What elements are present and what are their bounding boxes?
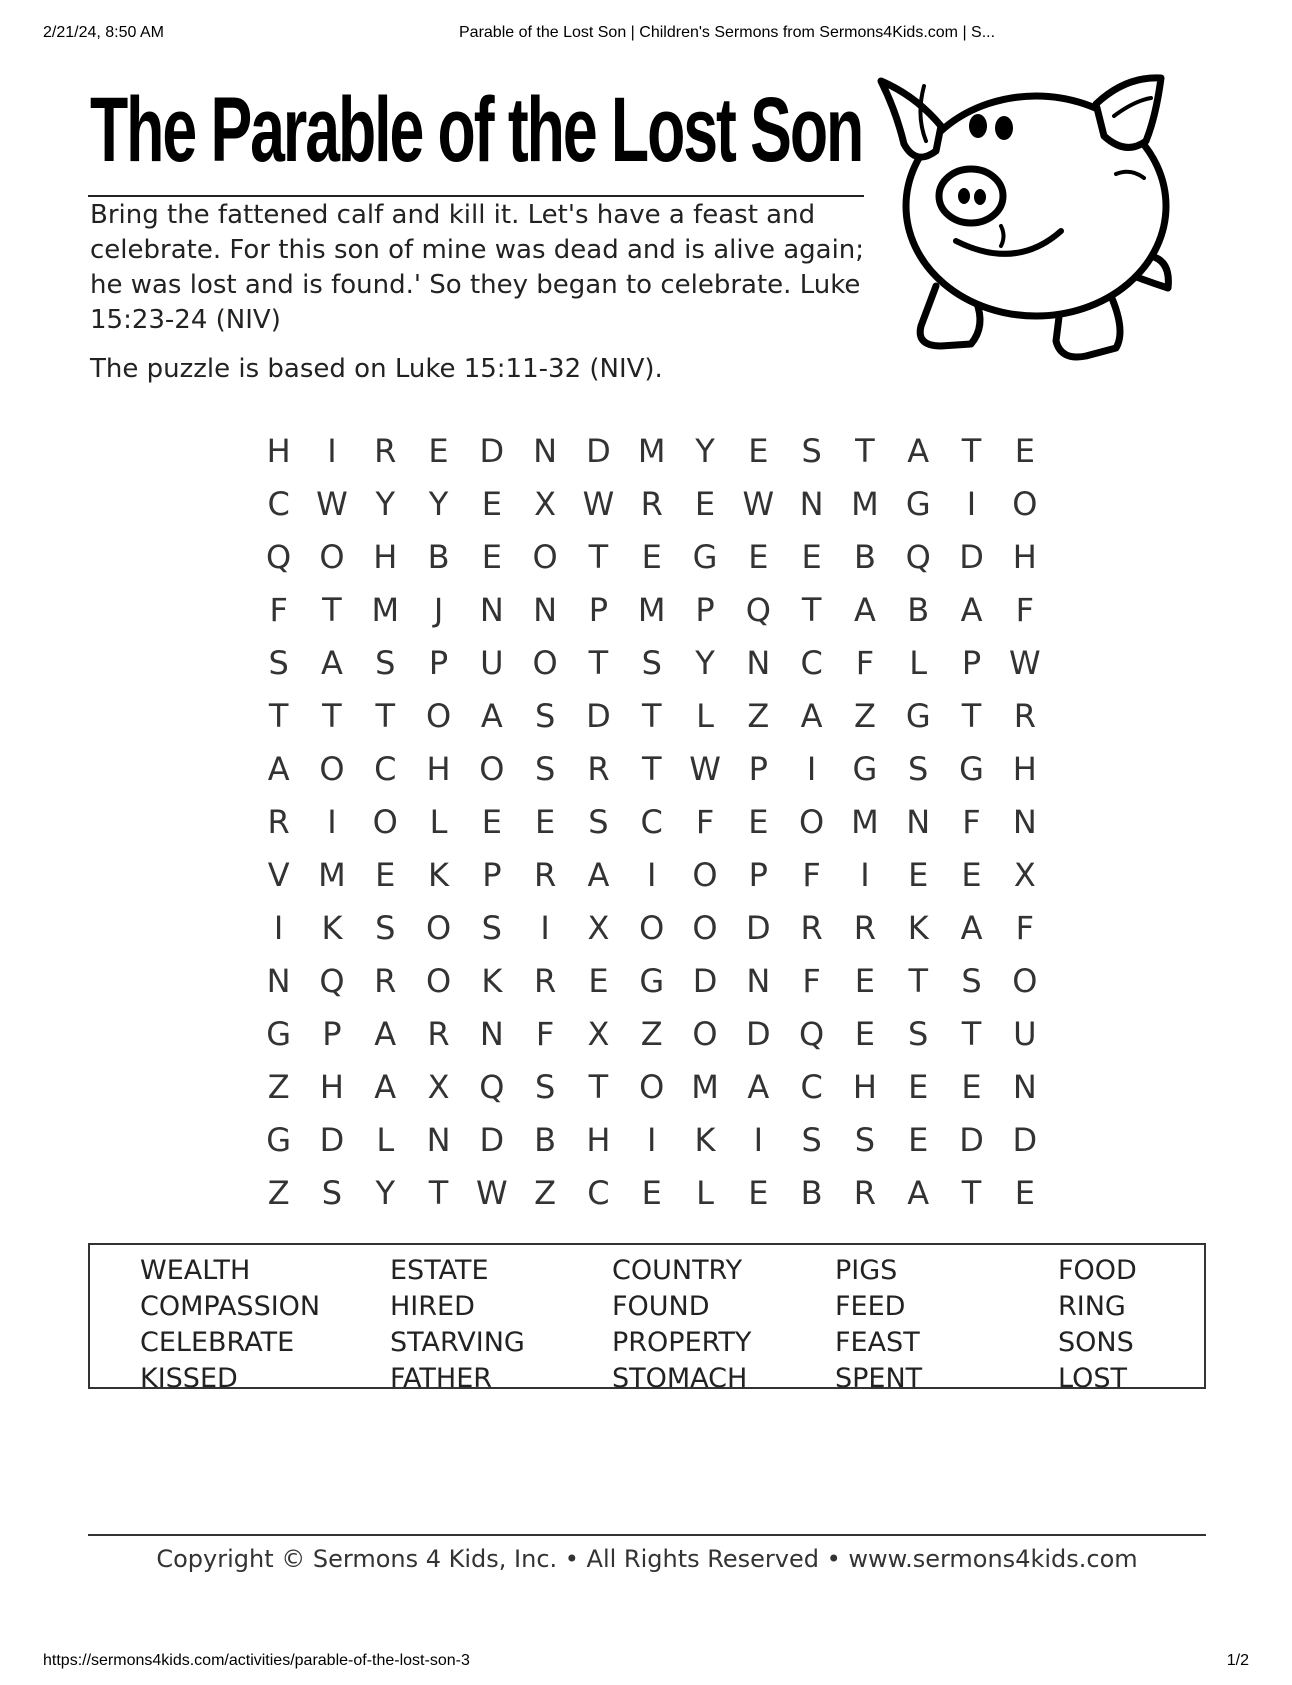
grid-letter: G [692, 538, 718, 576]
grid-letter: F [855, 644, 875, 682]
grid-letter: D [479, 1121, 505, 1159]
grid-letter: T [428, 1174, 449, 1212]
grid-row [252, 1008, 1051, 1061]
grid-letter: A [800, 697, 823, 735]
grid-letter: R [427, 1015, 450, 1053]
grid-letter: X [587, 1015, 610, 1053]
grid-letter: E [748, 1174, 769, 1212]
grid-letter: A [480, 697, 503, 735]
print-page-title: Parable of the Lost Son | Children's Sermons from Sermons4Kids.com | S... [459, 24, 996, 41]
grid-letter: R [640, 485, 663, 523]
grid-letter: D [746, 909, 771, 947]
grid-letter: Z [853, 697, 876, 735]
grid-letter: Y [695, 432, 715, 470]
grid-letter: H [319, 1068, 344, 1106]
grid-letter: Q [745, 591, 771, 629]
grid-letter: E [908, 1068, 929, 1106]
grid-letter: G [905, 697, 931, 735]
grid-letter: E [428, 432, 449, 470]
grid-letter: I [753, 1121, 764, 1159]
grid-row [252, 478, 1051, 531]
grid-letter: C [800, 1068, 823, 1106]
grid-letter: Q [905, 538, 931, 576]
grid-letter: B [534, 1121, 557, 1159]
grid-letter: E [641, 538, 662, 576]
grid-letter: K [321, 909, 343, 947]
grid-letter: H [373, 538, 398, 576]
grid-letter: M [318, 856, 346, 894]
puzzle-note: The puzzle is based on Luke 15:11-32 (NIV). [90, 354, 663, 384]
grid-letter: F [535, 1015, 555, 1053]
grid-letter: H [852, 1068, 877, 1106]
grid-letter: G [266, 1121, 292, 1159]
grid-letter: I [327, 803, 337, 841]
grid-letter: S [854, 1121, 876, 1159]
grid-letter: W [316, 485, 348, 523]
grid-row [252, 1061, 1051, 1114]
grid-letter: C [374, 750, 397, 788]
grid-letter: R [800, 909, 823, 947]
grid-letter: D [1012, 1121, 1038, 1159]
grid-letter: G [639, 962, 665, 1000]
grid-letter: E [908, 856, 929, 894]
grid-letter: M [637, 591, 666, 629]
grid-letter: A [374, 1015, 397, 1053]
grid-letter: I [806, 750, 817, 788]
grid-letter: U [480, 644, 504, 682]
word-bank-word: WEALTH [140, 1255, 251, 1286]
grid-letter: I [966, 485, 977, 523]
grid-letter: O [692, 856, 718, 894]
grid-letter: I [540, 909, 550, 947]
grid-letter: O [1012, 962, 1038, 1000]
grid-letter: T [855, 432, 875, 470]
grid-letter: T [588, 644, 609, 682]
print-header [43, 24, 1249, 46]
grid-letter: E [1014, 1174, 1035, 1212]
grid-letter: H [1012, 750, 1037, 788]
word-bank-column [390, 1253, 525, 1397]
grid-letter: O [639, 1068, 665, 1106]
grid-letter: A [321, 644, 343, 682]
grid-letter: S [375, 909, 396, 947]
grid-letter: T [961, 1174, 982, 1212]
grid-letter: K [428, 856, 450, 894]
grid-letter: Z [534, 1174, 557, 1212]
grid-letter: I [647, 1121, 657, 1159]
word-bank-word: PIGS [835, 1255, 898, 1286]
word-bank-word: HIRED [390, 1291, 475, 1322]
grid-letter: S [908, 1015, 929, 1053]
word-bank-word: STARVING [390, 1327, 525, 1358]
grid-letter: S [321, 1174, 343, 1212]
word-bank-word: STOMACH [612, 1363, 748, 1394]
pig-icon [876, 56, 1196, 376]
grid-letter: L [696, 697, 714, 735]
grid-letter: X [534, 485, 557, 523]
grid-letter: S [588, 803, 609, 841]
grid-letter: D [959, 538, 984, 576]
grid-letter: Y [375, 485, 396, 523]
grid-letter: G [852, 750, 878, 788]
word-bank-word: FOOD [1058, 1255, 1137, 1286]
word-bank-word: COUNTRY [612, 1255, 743, 1286]
grid-letter: L [909, 644, 928, 682]
grid-letter: N [746, 644, 771, 682]
word-bank-word: SONS [1058, 1327, 1134, 1358]
grid-letter: H [1012, 538, 1037, 576]
grid-letter: O [319, 750, 345, 788]
print-date: 2/21/24, 8:50 AM [43, 24, 164, 41]
grid-letter: R [267, 803, 290, 841]
grid-letter: E [375, 856, 396, 894]
grid-letter: M [691, 1068, 719, 1106]
print-footer [43, 1652, 1249, 1674]
grid-letter: V [267, 856, 290, 894]
grid-letter: B [853, 538, 876, 576]
grid-letter: M [851, 485, 879, 523]
word-bank-column [140, 1253, 320, 1397]
print-url: https://sermons4kids.com/activities/parable-of-the-lost-son-3 [43, 1652, 470, 1669]
grid-letter: D [692, 962, 718, 1000]
grid-letter: E [481, 485, 502, 523]
grid-letter: L [429, 803, 448, 841]
grid-letter: O [799, 803, 825, 841]
grid-letter: C [640, 803, 663, 841]
grid-letter: E [908, 1121, 929, 1159]
grid-letter: T [961, 1015, 982, 1053]
grid-letter: T [801, 591, 822, 629]
grid-letter: E [801, 538, 822, 576]
grid-letter: A [907, 1174, 930, 1212]
grid-letter: R [1013, 697, 1036, 735]
grid-letter: E [854, 962, 876, 1000]
grid-letter: D [479, 432, 505, 470]
grid-letter: T [588, 1068, 609, 1106]
grid-letter: I [860, 856, 870, 894]
grid-letter: X [587, 909, 610, 947]
grid-letter: A [267, 750, 290, 788]
grid-letter: P [961, 644, 982, 682]
grid-letter: T [961, 697, 982, 735]
grid-letter: S [534, 1068, 556, 1106]
grid-letter: B [800, 1174, 823, 1212]
grid-letter: E [481, 538, 502, 576]
grid-letter: N [906, 803, 931, 841]
grid-letter: T [588, 538, 609, 576]
grid-letter: X [1013, 856, 1036, 894]
grid-letter: A [374, 1068, 397, 1106]
grid-letter: N [533, 432, 558, 470]
word-bank-word: FATHER [390, 1363, 493, 1394]
word-bank [88, 1243, 1206, 1394]
scripture-verse: Bring the fattened calf and kill it. Let's have a feast and celebrate. For this son of mine was dead and is alive again; he was lost and is found.' So they began to celebrate. Luke 15:23-24 (NIV) [90, 200, 865, 335]
grid-letter: P [695, 591, 715, 629]
grid-letter: H [586, 1121, 611, 1159]
grid-letter: O [372, 803, 398, 841]
word-bank-word: CELEBRATE [140, 1327, 295, 1358]
grid-letter: Q [319, 962, 345, 1000]
grid-letter: N [479, 1015, 504, 1053]
word-bank-word: SPENT [835, 1363, 923, 1394]
grid-letter: E [854, 1015, 876, 1053]
grid-letter: S [534, 697, 556, 735]
grid-letter: Q [799, 1015, 825, 1053]
grid-letter: I [647, 856, 657, 894]
word-bank-column [1058, 1253, 1137, 1397]
grid-letter: J [433, 591, 444, 629]
grid-letter: E [1014, 432, 1035, 470]
grid-row [252, 796, 1051, 849]
grid-letter: A [747, 1068, 770, 1106]
grid-letter: W [742, 485, 775, 523]
grid-letter: Y [695, 644, 715, 682]
grid-letter: K [907, 909, 929, 947]
grid-letter: R [534, 856, 557, 894]
grid-letter: F [962, 803, 981, 841]
grid-letter: P [588, 591, 609, 629]
footer-divider [88, 1534, 1206, 1536]
grid-letter: E [748, 432, 769, 470]
word-bank-word: FEED [835, 1291, 906, 1322]
grid-letter: S [801, 432, 822, 470]
print-page-number: 1/2 [1226, 1652, 1249, 1669]
copyright-notice: Copyright © Sermons 4 Kids, Inc. • All Rights Reserved • www.sermons4kids.com [156, 1545, 1138, 1573]
grid-letter: S [641, 644, 662, 682]
grid-letter: D [319, 1121, 345, 1159]
pig-illustration [876, 56, 1196, 376]
grid-letter: N [1012, 1068, 1037, 1106]
grid-letter: R [587, 750, 610, 788]
grid-letter: T [268, 697, 289, 735]
grid-row [252, 743, 1051, 796]
grid-letter: R [374, 962, 397, 1000]
grid-row [252, 955, 1051, 1008]
grid-letter: W [689, 750, 721, 788]
word-bank-column [835, 1253, 922, 1397]
grid-letter: N [426, 1121, 451, 1159]
grid-letter: P [748, 750, 768, 788]
grid-letter: I [273, 909, 284, 947]
grid-letter: S [268, 644, 289, 682]
word-bank-word: FOUND [612, 1291, 710, 1322]
grid-letter: T [375, 697, 396, 735]
grid-letter: F [802, 962, 821, 1000]
grid-letter: O [319, 538, 345, 576]
grid-letter: P [322, 1015, 342, 1053]
grid-letter: O [479, 750, 505, 788]
grid-letter: S [961, 962, 982, 1000]
word-bank-word: ESTATE [390, 1255, 489, 1286]
grid-letter: R [374, 432, 397, 470]
word-bank-word: LOST [1058, 1363, 1127, 1394]
grid-letter: O [425, 697, 452, 735]
grid-letter: H [266, 432, 291, 470]
grid-letter: G [959, 750, 984, 788]
grid-letter: U [1013, 1015, 1037, 1053]
grid-letter: E [535, 803, 556, 841]
grid-letter: N [479, 591, 504, 629]
word-bank-word: PROPERTY [612, 1327, 752, 1358]
grid-letter: S [375, 644, 396, 682]
grid-letter: E [694, 485, 716, 523]
grid-letter: B [907, 591, 930, 629]
grid-letter: D [586, 697, 611, 735]
grid-letter: P [428, 644, 449, 682]
grid-letter: E [481, 803, 502, 841]
grid-letter: S [908, 750, 929, 788]
grid-row [252, 584, 1051, 637]
grid-letter: O [692, 1015, 718, 1053]
grid-letter: F [269, 591, 288, 629]
grid-letter: Z [747, 697, 770, 735]
grid-letter: C [587, 1174, 610, 1212]
grid-letter: D [586, 432, 611, 470]
grid-letter: A [960, 909, 983, 947]
grid-letter: Y [375, 1174, 396, 1212]
grid-letter: T [961, 432, 982, 470]
grid-letter: O [692, 909, 718, 947]
grid-row [252, 425, 1051, 478]
grid-letter: T [322, 697, 342, 735]
grid-letter: Y [428, 485, 449, 523]
grid-letter: M [637, 432, 666, 470]
grid-letter: B [427, 538, 450, 576]
grid-letter: N [1012, 803, 1037, 841]
grid-row [252, 690, 1051, 743]
grid-letter: T [641, 697, 662, 735]
title-divider [88, 195, 864, 197]
grid-letter: O [532, 538, 558, 576]
grid-letter: E [961, 1068, 982, 1106]
grid-letter: F [1015, 591, 1034, 629]
grid-letter: E [588, 962, 609, 1000]
grid-letter: R [853, 909, 877, 947]
grid-letter: F [1015, 909, 1034, 947]
grid-letter: H [426, 750, 451, 788]
grid-letter: W [476, 1174, 508, 1212]
grid-row [252, 849, 1051, 902]
grid-letter: E [748, 803, 769, 841]
grid-letter: E [641, 1174, 662, 1212]
grid-letter: Z [267, 1174, 290, 1212]
grid-letter: O [425, 909, 452, 947]
grid-letter: S [801, 1121, 822, 1159]
grid-letter: A [853, 591, 876, 629]
grid-letter: G [905, 485, 931, 523]
grid-row [252, 1114, 1051, 1167]
grid-letter: N [266, 962, 291, 1000]
grid-letter: K [481, 962, 503, 1000]
word-bank-column [612, 1253, 751, 1397]
word-bank-word: FEAST [835, 1327, 920, 1358]
grid-letter: O [425, 962, 452, 1000]
grid-letter: Z [267, 1068, 290, 1106]
grid-letter: S [534, 750, 556, 788]
grid-letter: C [800, 644, 823, 682]
grid-letter: T [908, 962, 928, 1000]
grid-letter: T [641, 750, 662, 788]
grid-letter: C [267, 485, 290, 523]
grid-letter: R [534, 962, 557, 1000]
grid-letter: M [371, 591, 400, 629]
grid-letter: Q [479, 1068, 505, 1106]
grid-letter: X [427, 1068, 450, 1106]
grid-letter: W [582, 485, 615, 523]
grid-letter: O [1012, 485, 1038, 523]
grid-row [252, 637, 1051, 690]
grid-letter: Q [266, 538, 292, 576]
grid-letter: Z [640, 1015, 663, 1053]
grid-letter: F [802, 856, 821, 894]
grid-letter: W [1008, 644, 1041, 682]
grid-letter: A [587, 856, 610, 894]
grid-row [252, 531, 1051, 584]
grid-letter: D [746, 1015, 771, 1053]
grid-letter: S [481, 909, 502, 947]
grid-letter: K [694, 1121, 716, 1159]
grid-letter: N [533, 591, 558, 629]
grid-letter: T [322, 591, 342, 629]
grid-letter: R [853, 1174, 877, 1212]
grid-letter: P [482, 856, 502, 894]
grid-letter: L [696, 1174, 714, 1212]
grid-letter: N [799, 485, 824, 523]
word-bank-word: KISSED [140, 1363, 238, 1394]
grid-letter: O [532, 644, 558, 682]
grid-letter: F [695, 803, 715, 841]
grid-row [252, 1167, 1051, 1220]
word-bank-word: COMPASSION [140, 1291, 321, 1322]
grid-letter: I [327, 432, 337, 470]
grid-letter: E [961, 856, 982, 894]
grid-letter: M [851, 803, 879, 841]
grid-letter: O [639, 909, 665, 947]
grid-letter: G [266, 1015, 292, 1053]
grid-row [252, 902, 1051, 955]
grid-letter: D [959, 1121, 984, 1159]
grid-letter: L [376, 1121, 395, 1159]
grid-letter: A [907, 432, 930, 470]
grid-letter: P [748, 856, 768, 894]
word-search-grid [252, 425, 1051, 1220]
grid-letter: A [960, 591, 983, 629]
word-bank-word: RING [1058, 1291, 1126, 1322]
grid-letter: N [746, 962, 771, 1000]
worksheet-title: The Parable of the Lost Son [90, 79, 863, 181]
grid-letter: E [748, 538, 769, 576]
